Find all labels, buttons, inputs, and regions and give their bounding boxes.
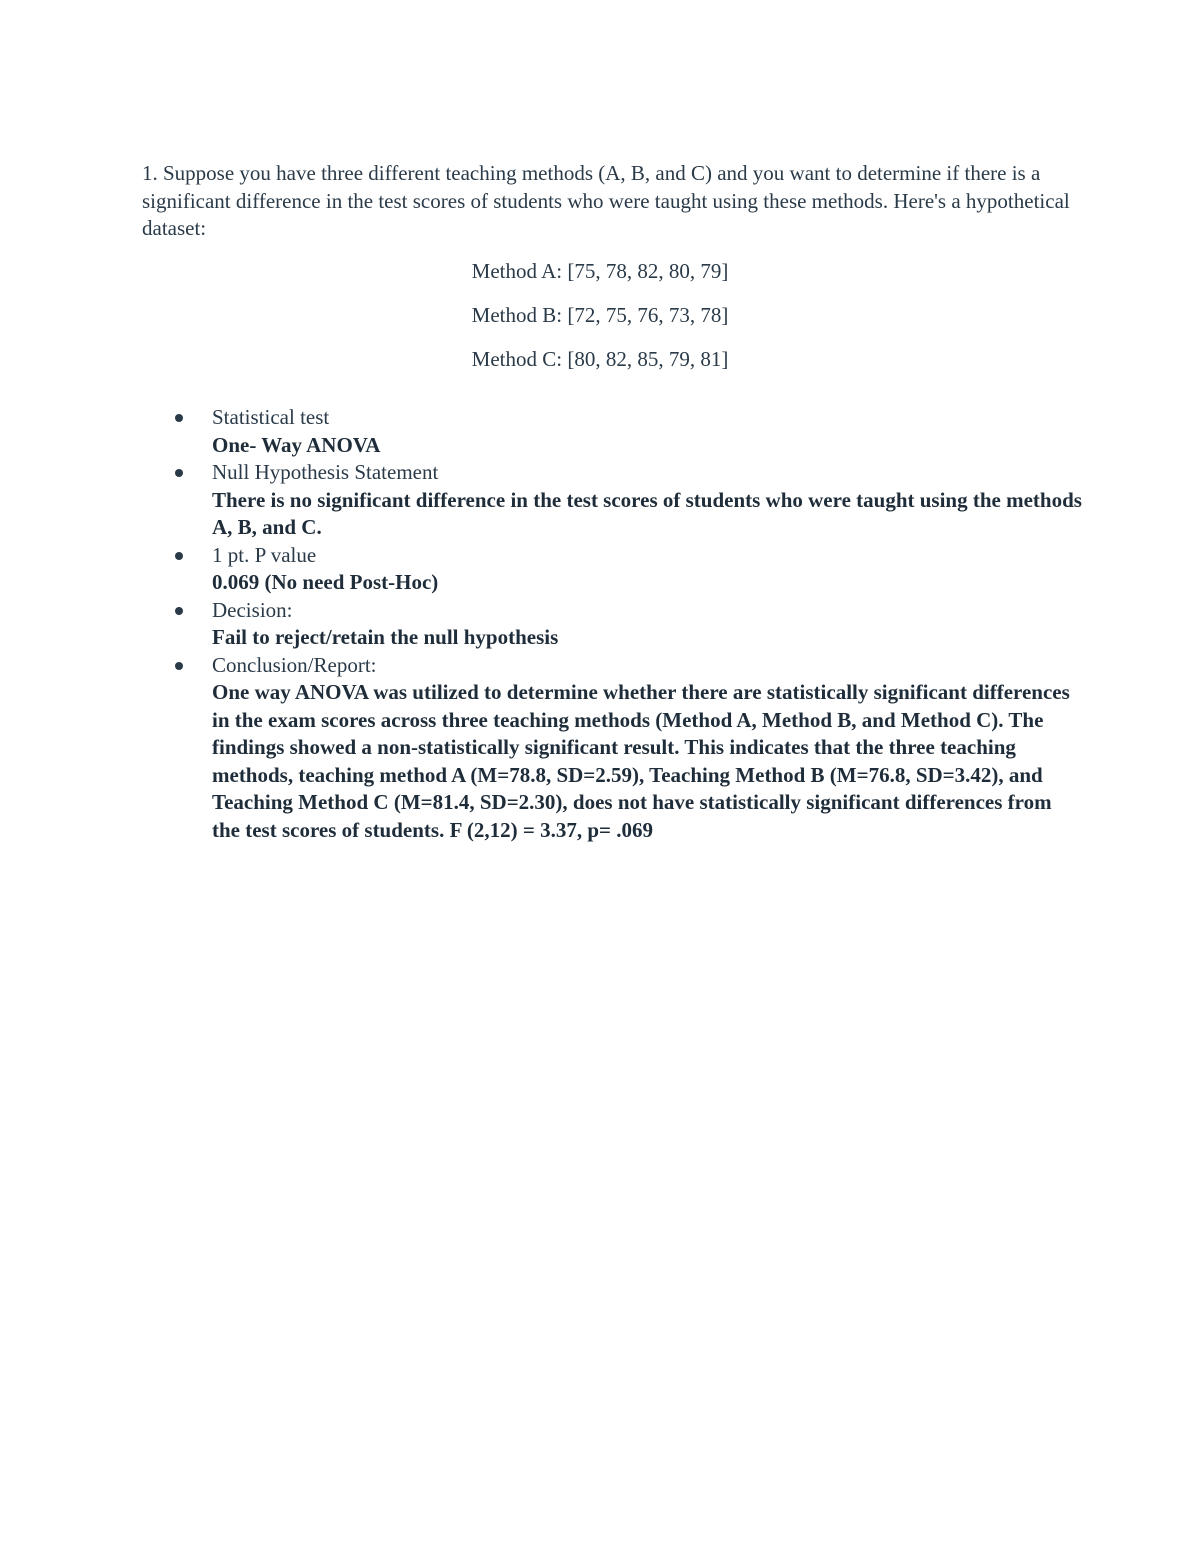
dataset-block <box>0 258 1200 390</box>
dataset-method-c: Method C: [80, 82, 85, 79, 81] <box>471 347 729 371</box>
item-answer: There is no significant difference in the test scores of students who were taught using the methods A, B, and C. <box>212 487 1082 539</box>
item-answer: One way ANOVA was utilized to determine whether there are statistically significant differences in the exam scores across three teaching methods (Method A, Method B, and Method C). The findings showed a non-statistically significant result. This indicates that the three teaching methods, teaching method A (M=78.8, SD=2.59), Teaching Method B (M=76.8, SD=3.42), and Teaching Method C (M=81.4, SD=2.30), does not have statistically significant differences from the test scores of students. F (2,12) = 3.37, p= .069 <box>212 680 1070 842</box>
item-answer: Fail to reject/retain the null hypothesis <box>212 625 559 649</box>
list-item-p-value <box>212 542 1082 597</box>
item-answer: One- Way ANOVA <box>212 432 381 457</box>
question-text: 1. Suppose you have three different teaching methods (A, B, and C) and you want to determine if there is a significant difference in the test scores of students who were taught using these methods. Here's a hypothetical dataset: <box>142 161 1070 240</box>
bullet-icon <box>175 414 183 422</box>
list-item-null-hypothesis <box>212 459 1082 542</box>
item-label: Conclusion/Report: <box>212 652 377 677</box>
dataset-method-a: Method A: [75, 78, 82, 80, 79] <box>471 259 729 283</box>
list-item-statistical-test <box>212 404 1082 459</box>
bullet-icon <box>175 607 183 615</box>
item-answer: 0.069 (No need Post-Hoc) <box>212 570 439 594</box>
bullet-icon <box>175 552 183 560</box>
item-label: 1 pt. P value <box>212 542 317 567</box>
list-item-conclusion <box>212 652 1082 845</box>
answer-list <box>212 404 1082 844</box>
dataset-method-b: Method B: [72, 75, 76, 73, 78] <box>471 303 729 327</box>
item-label: Statistical test <box>212 405 330 429</box>
list-item-decision <box>212 597 1082 652</box>
item-label: Decision: <box>212 597 293 622</box>
bullet-icon <box>175 469 183 477</box>
item-label: Null Hypothesis Statement <box>212 460 439 484</box>
bullet-icon <box>175 662 183 670</box>
